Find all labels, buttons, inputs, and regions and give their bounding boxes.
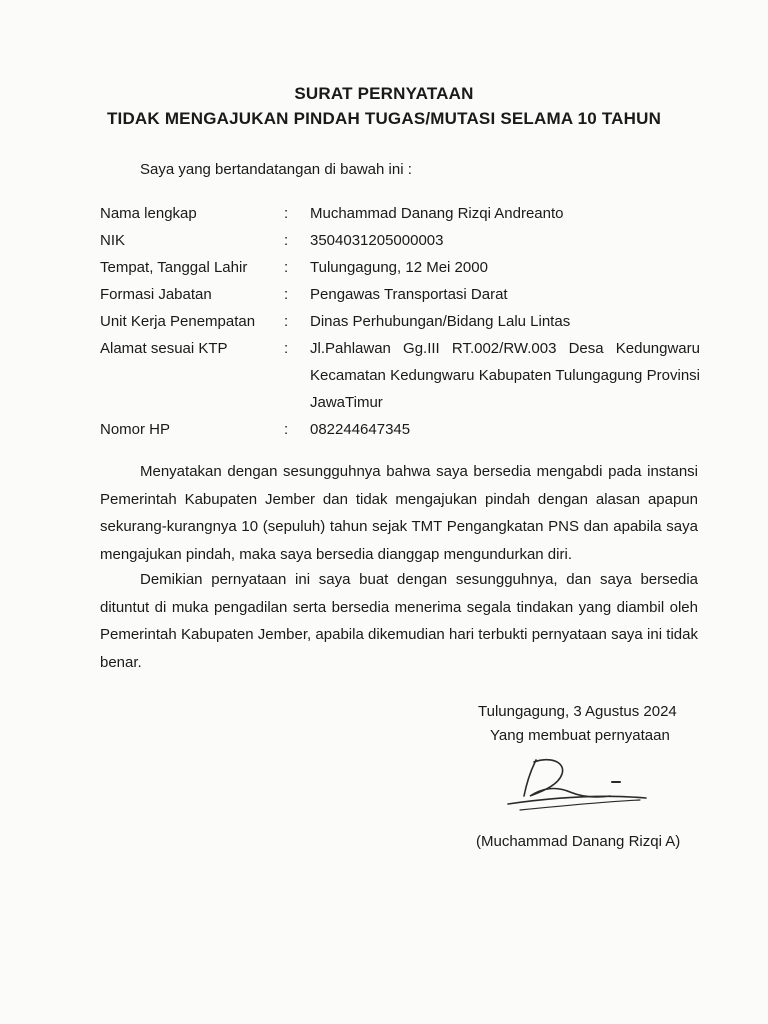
identity-row-ttl <box>100 254 700 281</box>
signer-name: (Muchammad Danang Rizqi A) <box>476 833 681 850</box>
identity-value: Tulungagung, 12 Mei 2000 <box>310 259 488 276</box>
identity-colon: : <box>284 232 289 249</box>
identity-label: Nomor HP <box>100 421 171 438</box>
identity-colon: : <box>284 205 289 222</box>
identity-row-nik <box>100 227 700 254</box>
identity-label: Alamat sesuai KTP <box>100 340 228 357</box>
closing-paragraph: Demikian pernyataan ini saya buat dengan sesungguhnya, dan saya bersedia dituntut di muka pengadilan serta bersedia menerima segala tindakan yang diambil oleh Pemerintah Kabupaten Jember, apabila dikemudian hari terbukti pernyataan saya ini tidak benar. <box>100 571 698 671</box>
document-subtitle: TIDAK MENGAJUKAN PINDAH TUGAS/MUTASI SELAMA 10 TAHUN <box>106 109 662 128</box>
identity-table <box>100 200 700 443</box>
identity-row-unit-kerja <box>100 308 700 335</box>
identity-label: NIK <box>100 232 126 249</box>
place-date: Tulungagung, 3 Agustus 2024 <box>478 703 677 720</box>
handwritten-signature <box>500 752 660 822</box>
identity-colon: : <box>284 340 289 357</box>
maker-label: Yang membuat pernyataan <box>490 727 670 744</box>
identity-colon: : <box>284 259 289 276</box>
statement-paragraph: Menyatakan dengan sesungguhnya bahwa saya bersedia mengabdi pada instansi Pemerintah Kabupaten Jember dan tidak mengajukan pindah dengan alasan apapun sekurang-kurangnya 10 (sepuluh) tahun sejak TMT Pengangkatan PNS dan apabila saya mengajukan pindah, maka saya bersedia dianggap mengundurkan diri. <box>100 463 698 563</box>
identity-row-nomor-hp <box>100 416 700 443</box>
identity-colon: : <box>284 286 289 303</box>
intro-text: Saya yang bertandatangan di bawah ini : <box>140 161 412 178</box>
identity-value: Dinas Perhubungan/Bidang Lalu Lintas <box>310 313 571 330</box>
identity-value: Muchammad Danang Rizqi Andreanto <box>310 205 564 222</box>
identity-row-alamat <box>100 335 700 416</box>
identity-colon: : <box>284 313 289 330</box>
identity-label: Formasi Jabatan <box>100 286 212 303</box>
identity-label: Unit Kerja Penempatan <box>100 313 256 330</box>
identity-value: 082244647345 <box>310 421 411 438</box>
identity-row-nama <box>100 200 700 227</box>
document-title: SURAT PERNYATAAN <box>294 84 474 103</box>
identity-colon: : <box>284 421 289 438</box>
identity-value: Jl.Pahlawan Gg.III RT.002/RW.003 Desa Kedungwaru Kecamatan Kedungwaru Kabupaten Tulungagung Provinsi JawaTimur <box>310 340 700 411</box>
identity-row-formasi <box>100 281 700 308</box>
identity-value: Pengawas Transportasi Darat <box>310 286 508 303</box>
identity-label: Nama lengkap <box>100 205 197 222</box>
identity-value: 3504031205000003 <box>310 232 444 249</box>
identity-label: Tempat, Tanggal Lahir <box>100 259 248 276</box>
